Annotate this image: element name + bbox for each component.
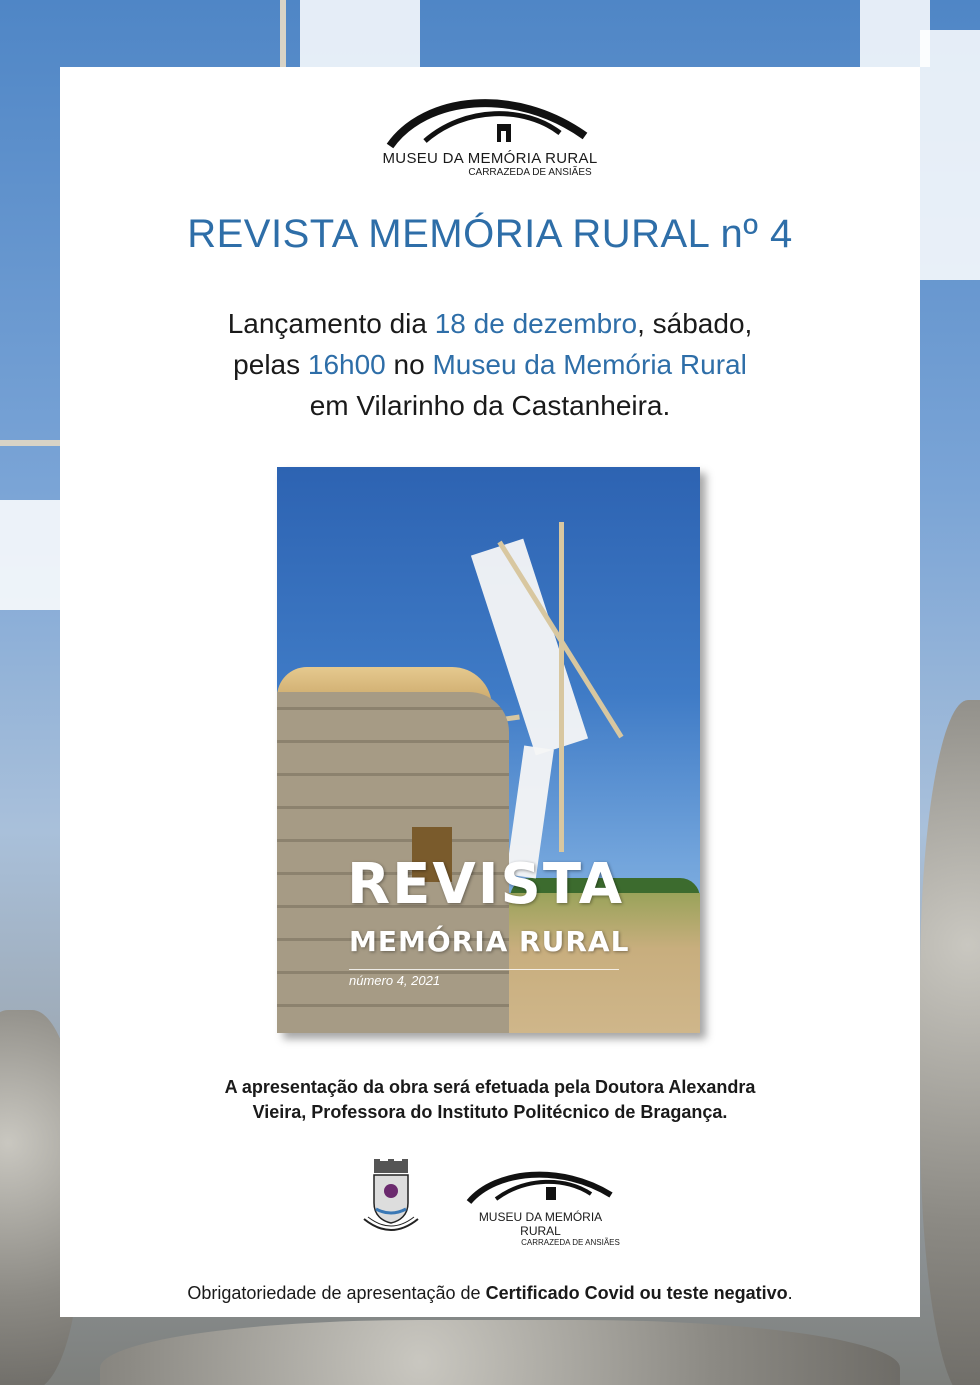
municipal-crest-icon (360, 1159, 422, 1241)
presenter-info (60, 1075, 920, 1125)
text: . (787, 1283, 793, 1303)
launch-date: 18 de dezembro (434, 308, 638, 339)
text: pelas (233, 349, 308, 380)
presenter-line-1: A apresentação da obra será efetuada pela Doutora Alexandra (224, 1077, 756, 1097)
covid-notice (60, 1283, 920, 1304)
cover-mast (559, 522, 564, 852)
launch-time: 16h00 (307, 349, 386, 380)
logo-subtitle: CARRAZEDA DE ANSIÃES (468, 167, 592, 178)
cover-title: REVISTA (347, 852, 625, 917)
poster-panel (60, 67, 920, 1317)
text: Obrigatoriedade de apresentação de (187, 1283, 486, 1303)
text: Lançamento dia (227, 308, 435, 339)
notice-emphasis: Certificado Covid ou teste negativo (485, 1283, 788, 1303)
launch-line-1 (60, 303, 920, 344)
magazine-cover (277, 467, 700, 1033)
cover-subtitle: MEMÓRIA RURAL (349, 925, 630, 958)
windmill-sail (0, 500, 60, 610)
stone (920, 700, 980, 1385)
launch-line-2 (60, 344, 920, 385)
launch-details (60, 303, 920, 426)
footer-logos (60, 1159, 920, 1247)
footer-logo-name: MUSEU DA MEMÓRIA RURAL (478, 1210, 603, 1238)
page-title: REVISTA MEMÓRIA RURAL nº 4 (187, 212, 793, 256)
cover-divider (349, 969, 619, 970)
windmill-sail (300, 0, 420, 67)
museum-arc-icon (385, 91, 595, 151)
text: , sábado, (637, 308, 753, 339)
museum-arc-icon (466, 1167, 616, 1205)
windmill-sail (860, 0, 930, 67)
stone (100, 1320, 900, 1385)
footer-museum-logo (458, 1167, 623, 1247)
museum-logo (60, 91, 920, 179)
presenter-line-2: Vieira, Professora do Instituto Politécnico de Bragança. (252, 1102, 728, 1122)
launch-place: Museu da Memória Rural (432, 349, 747, 380)
logo-name: MUSEU DA MEMÓRIA RURAL (382, 150, 598, 167)
text: no (385, 349, 433, 380)
launch-line-3: em Vilarinho da Castanheira. (309, 390, 671, 421)
footer-logo-subtitle: CARRAZEDA DE ANSIÃES (521, 1238, 620, 1247)
windmill-pole (280, 0, 286, 70)
cover-issue: número 4, 2021 (349, 973, 441, 988)
windmill-sail (920, 30, 980, 280)
